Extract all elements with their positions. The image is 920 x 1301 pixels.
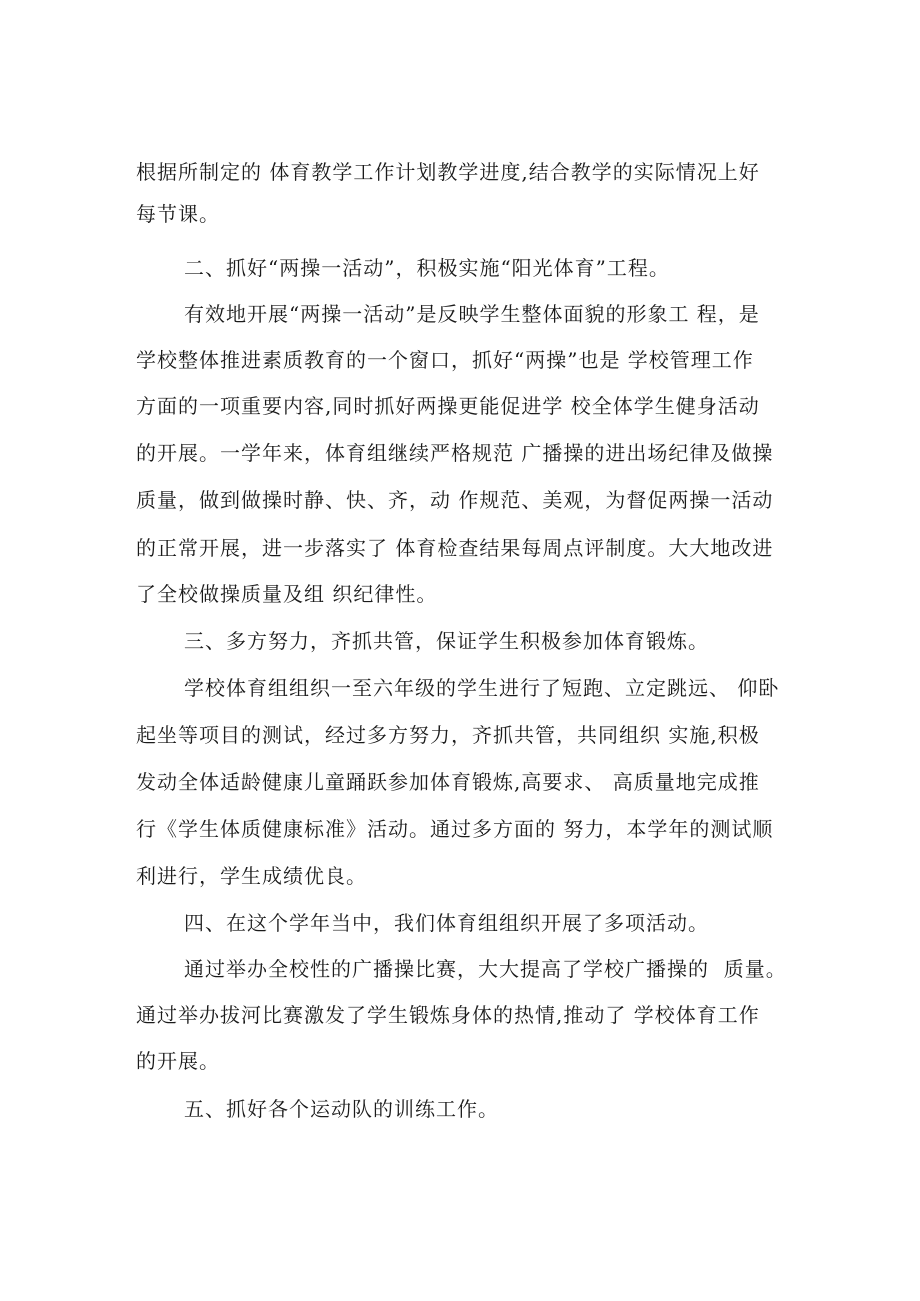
paragraph-line: 的开展。 (136, 1049, 220, 1073)
paragraph-line: 发动全体适龄健康儿童踊跃参加体育锻炼,高要求、 高质量地完成推 (136, 770, 760, 794)
paragraph-line: 学校体育组组织一至六年级的学生进行了短跑、立定跳远、 仰卧 (184, 676, 780, 700)
paragraph-line: 利进行，学生成绩优良。 (136, 864, 367, 888)
paragraph-line: 通过举办全校性的广播操比赛，大大提高了学校广播操的 质量。 (184, 957, 787, 981)
section-heading-3: 三、多方努力，齐抓共管，保证学生积极参加体育锻炼。 (184, 629, 709, 653)
paragraph-line: 每节课。 (136, 202, 220, 226)
paragraph-line: 通过举办拔河比赛激发了学生锻炼身体的热情,推动了 学校体育工作 (136, 1003, 760, 1027)
paragraph-line: 方面的一项重要内容,同时抓好两操更能促进学 校全体学生健身活动 (136, 394, 760, 418)
paragraph-line: 起坐等项目的测试，经过多方努力，齐抓共管，共同组织 实施,积极 (136, 723, 760, 747)
paragraph-line: 的开展。一学年来，体育组继续严格规范 广播操的进出场纪律及做操 (136, 441, 774, 465)
paragraph-line: 根据所制定的 体育教学工作计划教学进度,结合教学的实际情况上好 (136, 160, 760, 184)
section-heading-4: 四、在这个学年当中，我们体育组组织开展了多项活动。 (184, 911, 709, 935)
section-heading-2: 二、抓好“两操一活动”，积极实施“阳光体育”工程。 (184, 256, 670, 280)
paragraph-line: 了全校做操质量及组 织纪律性。 (136, 582, 438, 606)
paragraph-line: 有效地开展“两操一活动”是反映学生整体面貌的形象工 程，是 (184, 302, 760, 326)
paragraph-line: 学校整体推进素质教育的一个窗口，抓好“两操”也是 学校管理工作 (136, 348, 754, 372)
paragraph-line: 质量，做到做操时静、快、齐，动 作规范、美观，为督促两操一活动 (136, 488, 774, 512)
section-heading-5: 五、抓好各个运动队的训练工作。 (184, 1097, 499, 1121)
paragraph-line: 的正常开展，进一步落实了 体育检查结果每周点评制度。大大地改进 (136, 536, 774, 560)
paragraph-line: 行《学生体质健康标准》活动。通过多方面的 努力，本学年的测试顺 (136, 817, 774, 841)
